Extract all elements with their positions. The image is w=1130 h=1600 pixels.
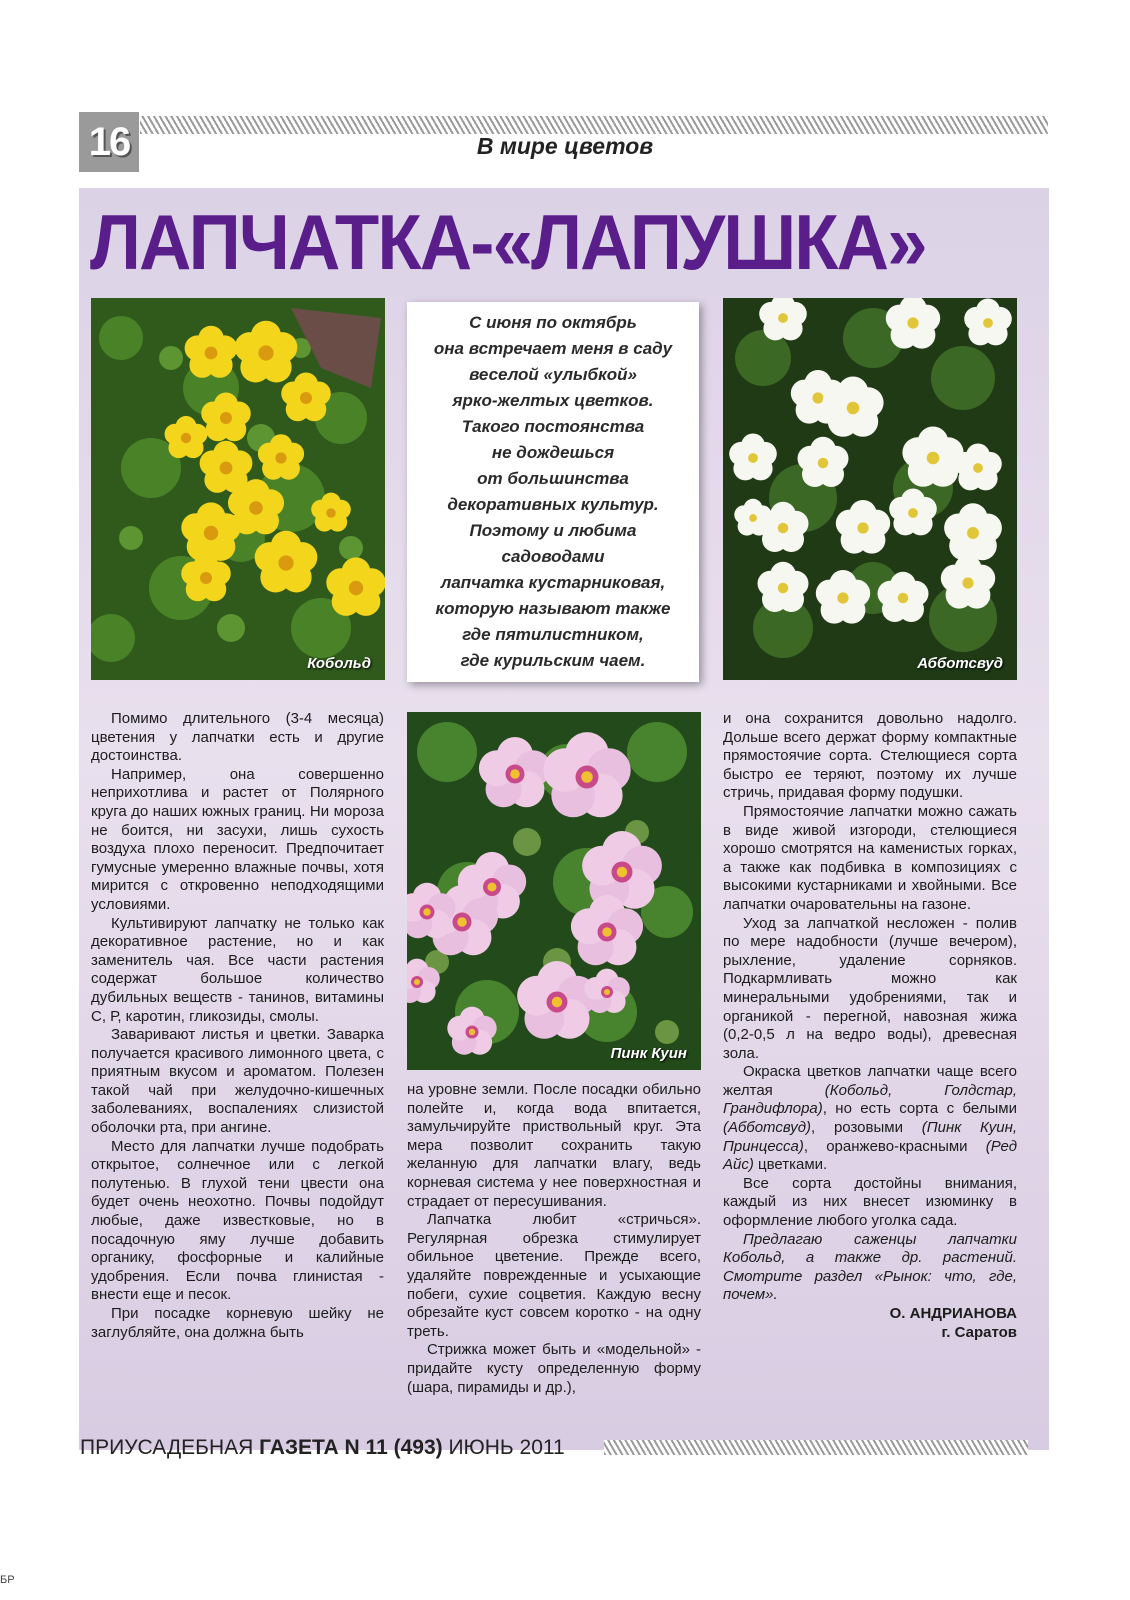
text: , оранжево-красными [803,1137,986,1155]
footer-title: ПРИУСАДЕБНАЯ [80,1436,260,1459]
photo-kobold [91,298,385,680]
photo-pink-queen-caption: Пинк Куин [610,1045,687,1062]
paragraph: Помимо длительного (3-4 месяца) цветения у лапчатки есть и другие достоинства. [91,710,384,765]
quote-line: ярко-желтых цветков. [452,391,654,410]
paragraph-offer: Предлагаю саженцы лапчатки Кобольд, а также др. растений. Смотрите раздел «Рынок: что, где, почем». [723,1230,1017,1304]
article-column-1 [91,710,384,1342]
pull-quote [407,302,699,674]
quote-line: от большинства [477,469,629,488]
section-title: В мире цветов [476,133,654,159]
paragraph: Лапчатка любит «стричься». Регулярная обрезка стимулирует обильное цветение. Прежде всего, удаляйте поврежденные и усыхающие побеги, сухие соцветия. Каждую весну обрезайте куст совсем коротко - на одну треть. [407,1211,701,1340]
photo-kobold-caption: Кобольд [307,655,371,672]
footer-issue: ГАЗЕТА N 11 (493) [259,1436,443,1459]
quote-line: С июня по октябрь [469,313,637,332]
photo-abbotswood [723,298,1017,680]
quote-line: не дождешься [491,443,615,462]
quote-line: веселой «улыбкой» [469,365,637,384]
paragraph: Все сорта достойны внимания, каждый из них внесет изюминку в оформление любого уголка сада. [723,1174,1017,1230]
paragraph-colors [723,1063,1017,1175]
footer-hatch-divider [604,1440,1028,1455]
paragraph: Культивируют лапчатку не только как декоративное растение, но и как заменитель чая. Все части растения содержат большое количество дубильных веществ - танинов, витамины С, Р, каротин, гликозиды, смолы. [91,914,384,1025]
paragraph: Место для лапчатки лучше подобрать открытое, солнечное или с легкой полутенью. В глухой тени цвести она будет очень неохотно. Почвы подойдут любые, даже известковые, но в посадочную яму лучше добавить органику, фосфорные и калийные удобрения. Если почва глинистая - внести еще и песок. [91,1137,384,1304]
corner-mark: БР [0,1574,15,1586]
article-column-3 [723,710,1017,1342]
quote-line: где курильским чаем. [460,651,646,670]
text: Окраска цветков лапчатки чаще всего желтая [723,1063,1017,1099]
quote-line: Поэтому и любима [469,521,637,540]
paragraph: Заваривают листья и цветки. Заварка получается красивого лимонного цвета, с приятным вкусом и ароматом. Полезен такой чай при желудочно-кишечных заболеваниях, воспалениях слизистой оболочки рта, при ангине. [91,1026,384,1137]
footer-date: ИЮНЬ 2011 [442,1436,565,1459]
pull-quote-box [407,302,699,682]
paragraph: При посадке корневую шейку не заглубляйте, она должна быть [91,1305,384,1341]
paragraph: на уровне земли. После посадки обильно полейте и, когда вода впитается, замульчируйте приствольный круг. Эта мера позволит сохранить такую желанную для лапчатки влагу, ведь корневая система у нее поверхностная и страдает от пересушивания. [407,1081,701,1210]
text-italic: (Кобольд, Голдстар, Грандифлора) [723,1081,1017,1118]
paragraph: Например, она совершенно неприхотлива и растет от Полярного круга до наших южных границ. Ни мороза не боится, ни засухи, лишь сухость воздуха плохо переносит. Предпочитает гумусные умеренно влажные почвы, хотя мирится с откровенно неподходящими условиями. [91,765,384,913]
author-city: г. Саратов [941,1323,1017,1341]
footer-publication [80,1436,565,1460]
quote-line: декоративных культур. [447,495,659,514]
quote-line: которую называют также [435,599,671,618]
text-italic: (Абботсвуд) [723,1119,811,1137]
quote-line: лапчатка кустарниковая, [440,573,666,592]
quote-line: она встречает меня в саду [433,339,673,358]
page-number: 16 [79,112,139,172]
paragraph: Стрижка может быть и «модельной» - придайте кусту определенную форму (шара, пирамиды и др.), [407,1341,701,1396]
quote-line: где пятилистником, [462,625,644,644]
text: цветками. [753,1156,828,1174]
text-italic: (Ред Айс) [723,1137,1017,1174]
quote-line: Такого постоянства [461,417,645,436]
paragraph: Прямостоячие лапчатки можно сажать в виде живой изгороди, стелющиеся хорошо смотрятся на каменистых горках, а также как подбивка в композициях с высокими кустарниками и хвойными. Все лапчатки очаровательны на газоне. [723,802,1017,913]
text-italic: (Пинк Куин, Принцесса) [723,1119,1017,1155]
text: , розовыми [811,1119,922,1137]
article-headline: ЛАПЧАТКА-«ЛАПУШКА» [90,198,926,286]
paragraph: и она сохранится довольно надолго. Дольше всего держат форму компактные прямостоячие сорта. Стелющиеся сорта быстро ее теряют, поэтому их лучше стричь, придавая форму подушки. [723,710,1017,802]
photo-pink-queen [407,712,701,1070]
paragraph: Уход за лапчаткой несложен - полив по мере надобности (лучше вечером), рыхление, удаление сорняков. Подкармливать можно как минеральными удобрениями, так и органикой - перегной, навозная жижа (0,2-0,5 л на ведро воды), древесная зола. [723,914,1017,1062]
photo-abbotswood-caption: Абботсвуд [917,655,1003,672]
text: , но есть сорта с белыми [822,1100,1017,1118]
article-column-2 [407,1081,701,1397]
quote-line: садоводами [501,547,605,566]
author-name: О. АНДРИАНОВА [889,1305,1017,1322]
